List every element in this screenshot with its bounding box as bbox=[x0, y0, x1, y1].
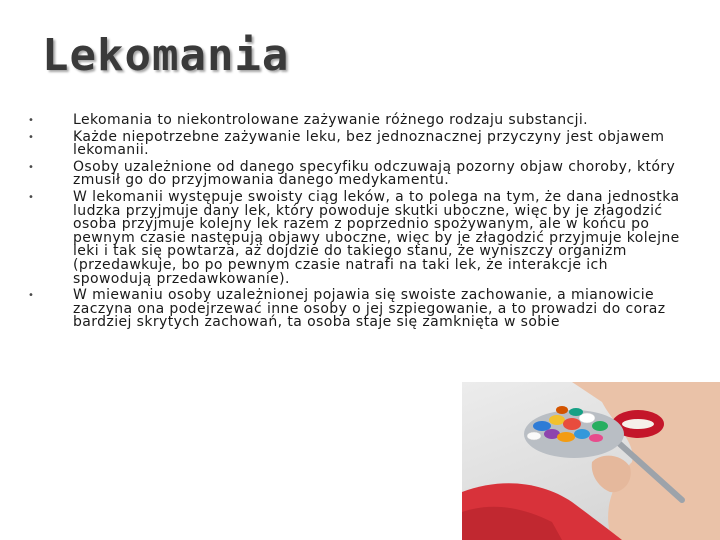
pills-group bbox=[527, 406, 608, 442]
woman-eating-pills-image bbox=[462, 382, 720, 540]
bullet-icon: • bbox=[28, 191, 35, 203]
bullet-text: W miewaniu osoby uzależnionej pojawia się swoiste zachowanie, a mianowicie zaczyna ona podejrzewać inne osoby o jej szpiegowanie, a to prowadzi do coraz bardziej skrytych zachowań, ta osoba staje się zamknięta w sobie bbox=[73, 287, 666, 331]
bullet-icon: • bbox=[28, 115, 35, 126]
slide-title: Lekomania bbox=[42, 30, 290, 81]
bullet-text: Lekomania to niekontrolowane zażywanie różnego rodzaju substancji. bbox=[73, 112, 589, 128]
teeth-shape bbox=[622, 419, 654, 429]
bullet-item bbox=[28, 114, 688, 128]
bullet-icon: • bbox=[28, 290, 35, 302]
bullet-item bbox=[28, 188, 688, 287]
bullet-list bbox=[28, 114, 688, 333]
bullet-icon: • bbox=[28, 131, 35, 143]
bullet-item bbox=[28, 158, 688, 189]
bullet-text: Każde niepotrzebne zażywanie leku, bez jednoznacznej przyczyny jest objawem lekomanii. bbox=[73, 128, 665, 159]
pills-spoon-illustration bbox=[462, 382, 720, 540]
bullet-text: Osoby uzależnione od danego specyfiku odczuwają pozorny objaw choroby, który zmusił go do przyjmowania danego medykamentu. bbox=[73, 158, 676, 189]
bullet-icon: • bbox=[28, 161, 35, 173]
bullet-item bbox=[28, 289, 688, 330]
bullet-text: W lekomanii występuje swoisty ciąg leków, a to polega na tym, że dana jednostka ludzka przyjmuje dany lek, który powoduje skutki uboczne, więc by je złagodzić osoba przyjmuje kolejny lek razem z poprzednio spożywanym, ale w końcu po pewnym czasie następują objawy uboczne, więc by je złagodzić przyjmuje kolejne leki i tak się powtarza, aż dojdzie do takiego stanu, że wyniszczy organizm (przedawkuje, bo po pewnym czasie natrafi na taki lek, że interakcje ich spowodują przedawkowanie). bbox=[73, 188, 680, 287]
fingers-shape bbox=[592, 456, 631, 493]
bullet-item bbox=[28, 128, 688, 159]
